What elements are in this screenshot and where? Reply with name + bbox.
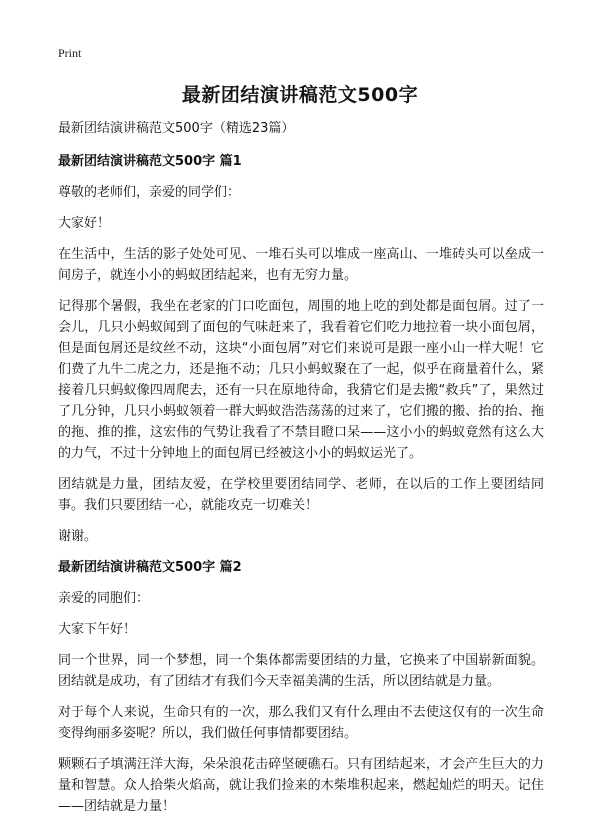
paragraph: 尊敬的老师们，亲爱的同学们： — [58, 185, 241, 200]
paragraph: 对于每个人来说，生命只有的一次，那么我们又有什么理由不去使这仅有的一次生命变得绚丽多姿呢？所以，我们做任何事情都要团结。 — [58, 705, 544, 741]
paragraph: 同一个世界，同一个梦想，同一个集体都需要团结的力量，它换来了中国崭新面貌。团结就是成功，有了团结才有我们今天幸福美满的生活，所以团结就是力量。 — [58, 653, 544, 689]
paragraph: 谢谢。 — [58, 529, 98, 544]
section-heading: 最新团结演讲稿范文500字 篇1 — [58, 154, 242, 169]
document-body — [58, 118, 544, 827]
paragraph: 记得那个暑假，我坐在老家的门口吃面包，周围的地上吃的到处都是面包屑。过了一会儿，几只小蚂蚁闻到了面包的气味赶来了，我看着它们吃力地拉着一块小面包屑，但是面包屑还是纹丝不动，这块“小面包屑”对它们来说可是跟一座小山一样大呢！它们费了九牛二虎之力，还是拖不动；几只小蚂蚁聚在了一起，似乎在商量着什么，紧接着几只蚂蚁像四周爬去，还有一只在原地待命，我猜它们是去搬“救兵”了，果然过了几分钟，几只小蚂蚁领着一群大蚂蚁浩浩荡荡的过来了，它们搬的搬、抬的抬、拖的拖、推的推，这宏伟的气势让我看了不禁目瞪口呆——这小小的蚂蚁竟然有这么大的力气，不过十分钟地上的面包屑已经被这小小的蚂蚁运光了。 — [58, 299, 544, 461]
paragraph: 大家下午好！ — [58, 622, 137, 637]
paragraph: 颗颗石子填满汪洋大海，朵朵浪花击碎坚硬礁石。只有团结起来，才会产生巨大的力量和智慧。众人拾柴火焰高，就让我们捡来的木柴堆积起来，燃起灿烂的明天。记住——团结就是力量！ — [58, 757, 544, 814]
paragraph: 亲爱的同胞们： — [58, 591, 150, 606]
paragraph: 大家好！ — [58, 216, 111, 231]
document-subtitle: 最新团结演讲稿范文500字（精选23篇） — [58, 121, 295, 136]
paragraph: 团结就是力量，团结友爱，在学校里要团结同学、老师，在以后的工作上要团结同事。我们只要团结一心，就能攻克一切难关！ — [58, 477, 544, 513]
page-title: 最新团结演讲稿范文500字 — [181, 84, 419, 106]
section-heading: 最新团结演讲稿范文500字 篇2 — [58, 560, 242, 575]
print-label: Print — [58, 46, 82, 60]
paragraph: 在生活中，生活的影子处处可见、一堆石头可以堆成一座高山、一堆砖头可以垒成一间房子，就连小小的蚂蚁团结起来，也有无穷力量。 — [58, 247, 544, 283]
